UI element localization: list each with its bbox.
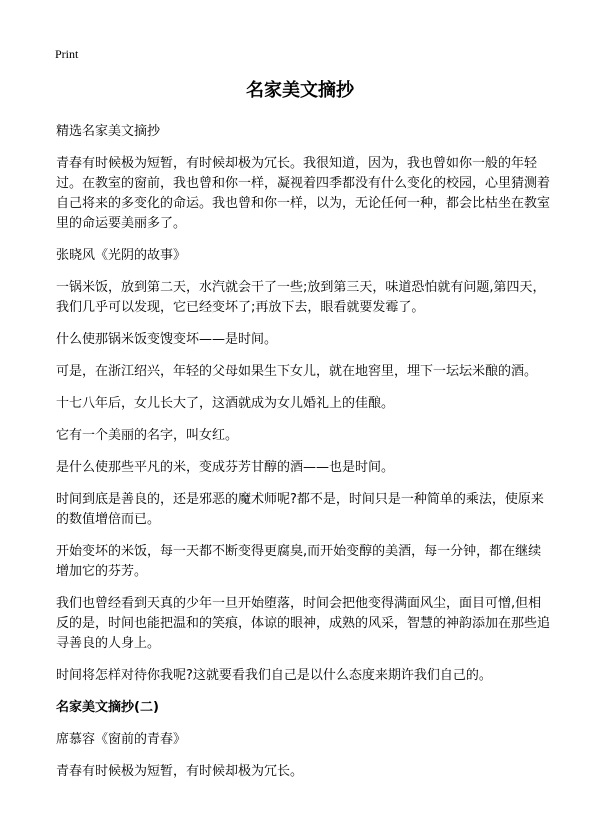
paragraph: 一锅米饭，放到第二天，水汽就会干了一些;放到第三天，味道恐怕就有问题,第四天，我们几乎可以发现，它已经变坏了;再放下去，眼看就要发霉了。: [56, 280, 546, 315]
paragraph: 时间将怎样对待你我呢?这就要看我们自己是以什么态度来期许我们自己的。: [56, 668, 492, 683]
paragraph: 青春有时候极为短暂，有时候却极为冗长。我很知道，因为，我也曾如你一般的年轻过。在教室的窗前，我也曾和你一样，凝视着四季都没有什么变化的校园，心里猜测着自己将来的多变化的命运。我也曾和你一样，以为，无论任何一种，都会比枯坐在教室里的命运要美丽多了。: [56, 156, 551, 231]
section-heading: 名家美文摘抄(二): [56, 700, 159, 715]
paragraph: 是什么使那些平凡的米，变成芬芳甘醇的酒——也是时间。: [56, 460, 395, 475]
author-heading: 席慕容《窗前的青春》: [56, 732, 187, 747]
paragraph: 它有一个美丽的名字，叫女红。: [56, 428, 239, 443]
paragraph: 十七八年后，女儿长大了，这酒就成为女儿婚礼上的佳酿。: [56, 396, 395, 411]
paragraph: 我们也曾经看到天真的少年一旦开始堕落，时间会把他变得满面风尘，面目可憎,但相反的是，时间也能把温和的笑痕，体谅的眼神，成熟的风采，智慧的神韵添加在那些追寻善良的人身上。: [56, 596, 551, 651]
print-link[interactable]: Print: [55, 47, 79, 61]
paragraph: 青春有时候极为短暂，有时候却极为冗长。: [56, 764, 304, 779]
author-heading: 张晓风《光阴的故事》: [56, 248, 187, 263]
paragraph: 开始变坏的米饭，每一天都不断变得更腐臭,而开始变醇的美酒，每一分钟，都在继续增加它的芬芳。: [56, 544, 542, 579]
paragraph: 时间到底是善良的，还是邪恶的魔术师呢?都不是，时间只是一种简单的乘法，使原来的数值增倍而已。: [56, 492, 544, 527]
paragraph: 可是，在浙江绍兴，年轻的父母如果生下女儿，就在地窖里，埋下一坛坛米酿的酒。: [56, 364, 538, 379]
intro-heading: 精选名家美文摘抄: [56, 124, 161, 139]
paragraph: 什么使那锅米饭变馊变坏——是时间。: [56, 332, 278, 347]
article-body: [56, 122, 554, 794]
page-title: 名家美文摘抄: [246, 80, 354, 101]
